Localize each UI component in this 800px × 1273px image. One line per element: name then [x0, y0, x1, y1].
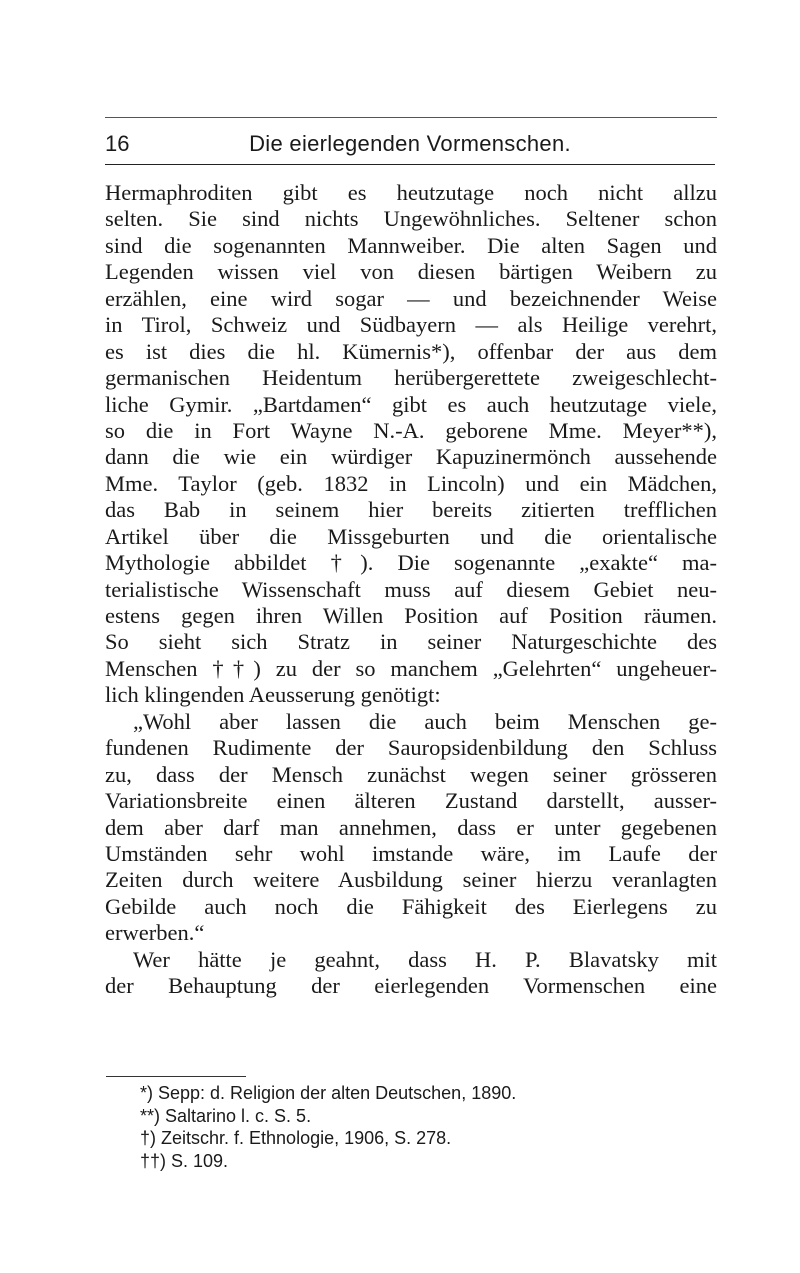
footnote-rule — [106, 1076, 246, 1077]
main-text — [105, 180, 717, 1000]
text-line: Hermaphroditen gibt es heutzutage noch nicht allzu — [105, 180, 717, 205]
text-line: dann die wie ein würdiger Kapuzinermönch aussehende — [105, 444, 717, 470]
text-line: erzählen, eine wird sogar — und bezeichnender Weise — [105, 285, 717, 311]
header-top-rule — [105, 117, 717, 118]
running-header — [105, 128, 715, 165]
quote-line: zu, dass der Mensch zunächst wegen seiner grösseren — [105, 761, 717, 787]
text-line: liche Gymir. „Bartdamen“ gibt es auch heutzutage viele, — [105, 391, 717, 417]
footnotes — [140, 1082, 700, 1172]
footnote: †) Zeitschr. f. Ethnologie, 1906, S. 278. — [140, 1128, 452, 1148]
text-line: Wer hätte je geahnt, dass H. P. Blavatsky mit — [133, 946, 717, 972]
quote-line: erwerben.“ — [105, 920, 205, 946]
quote-line: Umständen sehr wohl imstande wäre, im Laufe der — [105, 840, 717, 866]
text-line: das Bab in seinem hier bereits zitierten trefflichen — [105, 497, 717, 523]
quote-line: Zeiten durch weitere Ausbildung seiner hierzu veranlagten — [105, 867, 717, 893]
text-line: estens gegen ihren Willen Position auf Position räumen. — [105, 603, 717, 628]
quote-line: Variationsbreite einen älteren Zustand darstellt, ausser- — [105, 788, 717, 814]
running-title: Die eierlegenden Vormenschen. — [249, 131, 571, 156]
footnote: ††) S. 109. — [140, 1150, 229, 1171]
text-line: lich klingenden Aeusserung genötigt: — [105, 682, 441, 708]
text-line: Artikel über die Missgeburten und die orientalische — [105, 523, 717, 549]
text-line: Mythologie abbildet †). Die sogenannte „exakte“ ma- — [105, 550, 717, 576]
text-line: So sieht sich Stratz in seiner Naturgeschichte des — [105, 629, 717, 655]
text-line: es ist dies die hl. Kümernis*), offenbar der aus dem — [105, 338, 717, 364]
text-line: sind die sogenannten Mannweiber. Die alten Sagen und — [105, 232, 717, 258]
text-line: Menschen ††) zu der so manchem „Gelehrten“ ungeheuer- — [105, 655, 717, 681]
page-number: 16 — [105, 131, 130, 156]
footnote: **) Saltarino l. c. S. 5. — [140, 1105, 312, 1126]
quote-line: fundenen Rudimente der Sauropsidenbildung den Schluss — [105, 735, 717, 761]
quote-line: dem aber darf man annehmen, dass er unter gegebenen — [105, 814, 717, 840]
text-line: terialistische Wissenschaft muss auf diesem Gebiet neu- — [105, 576, 717, 602]
quote-line: „Wohl aber lassen die auch beim Menschen ge- — [133, 708, 717, 734]
text-line: Legenden wissen viel von diesen bärtigen Weibern zu — [105, 259, 717, 285]
footnote: *) Sepp: d. Religion der alten Deutschen, 1890. — [140, 1083, 517, 1103]
text-line: Mme. Taylor (geb. 1832 in Lincoln) und ein Mädchen, — [105, 470, 717, 496]
text-line: in Tirol, Schweiz und Südbayern — als Heilige verehrt, — [105, 312, 717, 338]
text-line: germanischen Heidentum herübergerettete zweigeschlecht- — [105, 365, 717, 391]
quote-line: Gebilde auch noch die Fähigkeit des Eierlegens zu — [105, 893, 717, 919]
text-line: selten. Sie sind nichts Ungewöhnliches. Seltener schon — [105, 206, 717, 232]
text-line: so die in Fort Wayne N.-A. geborene Mme. Meyer**), — [105, 417, 717, 443]
text-line: der Behauptung der eierlegenden Vormenschen eine — [105, 973, 717, 999]
